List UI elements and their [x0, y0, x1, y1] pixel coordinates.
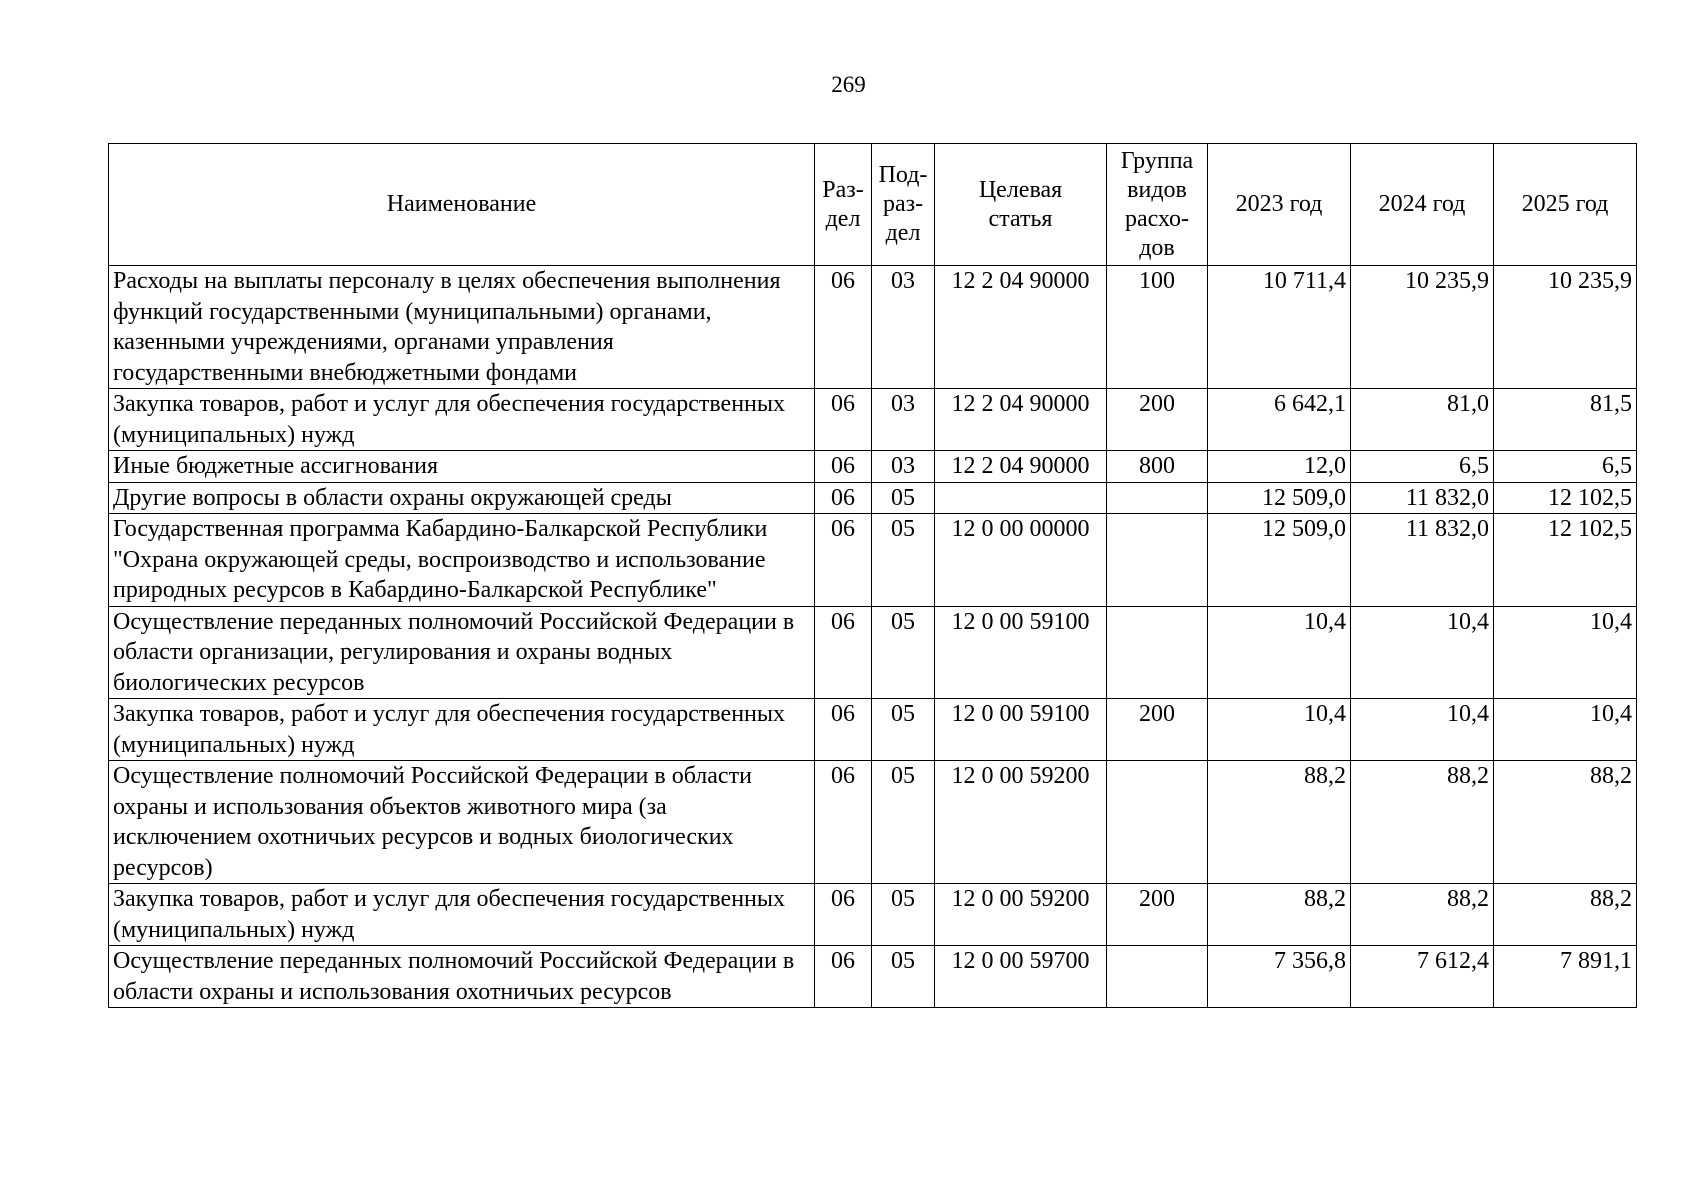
row-subsection: 05	[872, 946, 935, 1008]
row-target-item: 12 0 00 59700	[935, 946, 1107, 1008]
row-amount-2023: 10,4	[1208, 606, 1351, 699]
table-row	[109, 482, 1637, 514]
row-amount-2023: 12 509,0	[1208, 482, 1351, 514]
page-number: 269	[831, 72, 866, 97]
row-subsection: 05	[872, 482, 935, 514]
budget-table	[108, 143, 1637, 1008]
table-row	[109, 266, 1637, 389]
row-name: Осуществление переданных полномочий Российской Федерации в области охраны и использования охотничьих ресурсов	[109, 946, 815, 1008]
row-expense-group	[1107, 946, 1208, 1008]
row-expense-group	[1107, 482, 1208, 514]
row-section: 06	[815, 699, 872, 761]
row-subsection: 05	[872, 699, 935, 761]
header-name: Наименование	[109, 144, 815, 266]
table-row	[109, 606, 1637, 699]
row-target-item: 12 0 00 59200	[935, 884, 1107, 946]
row-amount-2025: 88,2	[1494, 884, 1637, 946]
row-section: 06	[815, 451, 872, 483]
row-amount-2024: 11 832,0	[1351, 514, 1494, 607]
header-target-item: Целевая статья	[935, 144, 1107, 266]
row-amount-2025: 12 102,5	[1494, 514, 1637, 607]
row-amount-2025: 7 891,1	[1494, 946, 1637, 1008]
row-name: Закупка товаров, работ и услуг для обеспечения государственных (муниципальных) нужд	[109, 699, 815, 761]
row-subsection: 05	[872, 761, 935, 884]
table-row	[109, 514, 1637, 607]
header-year-2023: 2023 год	[1208, 144, 1351, 266]
row-amount-2025: 6,5	[1494, 451, 1637, 483]
row-amount-2024: 88,2	[1351, 761, 1494, 884]
row-subsection: 05	[872, 884, 935, 946]
row-section: 06	[815, 884, 872, 946]
row-subsection: 03	[872, 266, 935, 389]
row-amount-2024: 88,2	[1351, 884, 1494, 946]
row-target-item: 12 2 04 90000	[935, 389, 1107, 451]
row-expense-group	[1107, 514, 1208, 607]
row-amount-2023: 10 711,4	[1208, 266, 1351, 389]
row-name: Осуществление полномочий Российской Федерации в области охраны и использования объектов животного мира (за исключением охотничьих ресурсов и водных биологических ресурсов)	[109, 761, 815, 884]
row-amount-2023: 10,4	[1208, 699, 1351, 761]
table-row	[109, 699, 1637, 761]
row-target-item: 12 2 04 90000	[935, 451, 1107, 483]
row-expense-group: 200	[1107, 389, 1208, 451]
row-subsection: 05	[872, 606, 935, 699]
header-section: Раз- дел	[815, 144, 872, 266]
row-subsection: 03	[872, 389, 935, 451]
row-subsection: 05	[872, 514, 935, 607]
row-amount-2023: 12,0	[1208, 451, 1351, 483]
row-amount-2023: 88,2	[1208, 884, 1351, 946]
row-name: Другие вопросы в области охраны окружающей среды	[109, 482, 815, 514]
row-amount-2025: 10,4	[1494, 606, 1637, 699]
header-year-2024: 2024 год	[1351, 144, 1494, 266]
row-amount-2024: 7 612,4	[1351, 946, 1494, 1008]
row-amount-2024: 81,0	[1351, 389, 1494, 451]
row-name: Государственная программа Кабардино-Балкарской Республики "Охрана окружающей среды, воспроизводство и использование природных ресурсов в Кабардино-Балкарской Республике"	[109, 514, 815, 607]
row-expense-group: 800	[1107, 451, 1208, 483]
row-target-item: 12 0 00 59100	[935, 699, 1107, 761]
row-target-item: 12 0 00 59200	[935, 761, 1107, 884]
row-section: 06	[815, 389, 872, 451]
row-section: 06	[815, 761, 872, 884]
row-expense-group	[1107, 606, 1208, 699]
row-expense-group: 200	[1107, 699, 1208, 761]
row-amount-2024: 10,4	[1351, 606, 1494, 699]
row-target-item: 12 0 00 59100	[935, 606, 1107, 699]
row-amount-2023: 88,2	[1208, 761, 1351, 884]
row-amount-2023: 6 642,1	[1208, 389, 1351, 451]
table-row	[109, 451, 1637, 483]
header-subsection: Под- раз- дел	[872, 144, 935, 266]
table-row	[109, 884, 1637, 946]
table-row	[109, 946, 1637, 1008]
row-section: 06	[815, 514, 872, 607]
row-amount-2024: 10,4	[1351, 699, 1494, 761]
row-expense-group	[1107, 761, 1208, 884]
row-amount-2025: 10,4	[1494, 699, 1637, 761]
row-amount-2024: 6,5	[1351, 451, 1494, 483]
table-header-row	[109, 144, 1637, 266]
row-name: Закупка товаров, работ и услуг для обеспечения государственных (муниципальных) нужд	[109, 389, 815, 451]
row-name: Осуществление переданных полномочий Российской Федерации в области организации, регулирования и охраны водных биологических ресурсов	[109, 606, 815, 699]
row-section: 06	[815, 946, 872, 1008]
header-year-2025: 2025 год	[1494, 144, 1637, 266]
row-amount-2025: 88,2	[1494, 761, 1637, 884]
row-name: Расходы на выплаты персоналу в целях обеспечения выполнения функций государственными (муниципальными) органами, казенными учреждениями, органами управления государственными внебюджетными фондами	[109, 266, 815, 389]
row-amount-2025: 10 235,9	[1494, 266, 1637, 389]
table-row	[109, 761, 1637, 884]
row-subsection: 03	[872, 451, 935, 483]
row-amount-2024: 10 235,9	[1351, 266, 1494, 389]
row-target-item: 12 0 00 00000	[935, 514, 1107, 607]
row-amount-2025: 81,5	[1494, 389, 1637, 451]
table-row	[109, 389, 1637, 451]
row-target-item: 12 2 04 90000	[935, 266, 1107, 389]
row-expense-group: 100	[1107, 266, 1208, 389]
row-amount-2024: 11 832,0	[1351, 482, 1494, 514]
header-expense-group: Группа видов расхо- дов	[1107, 144, 1208, 266]
row-expense-group: 200	[1107, 884, 1208, 946]
row-amount-2025: 12 102,5	[1494, 482, 1637, 514]
row-amount-2023: 12 509,0	[1208, 514, 1351, 607]
row-target-item	[935, 482, 1107, 514]
row-section: 06	[815, 606, 872, 699]
row-section: 06	[815, 266, 872, 389]
row-amount-2023: 7 356,8	[1208, 946, 1351, 1008]
row-section: 06	[815, 482, 872, 514]
row-name: Иные бюджетные ассигнования	[109, 451, 815, 483]
row-name: Закупка товаров, работ и услуг для обеспечения государственных (муниципальных) нужд	[109, 884, 815, 946]
